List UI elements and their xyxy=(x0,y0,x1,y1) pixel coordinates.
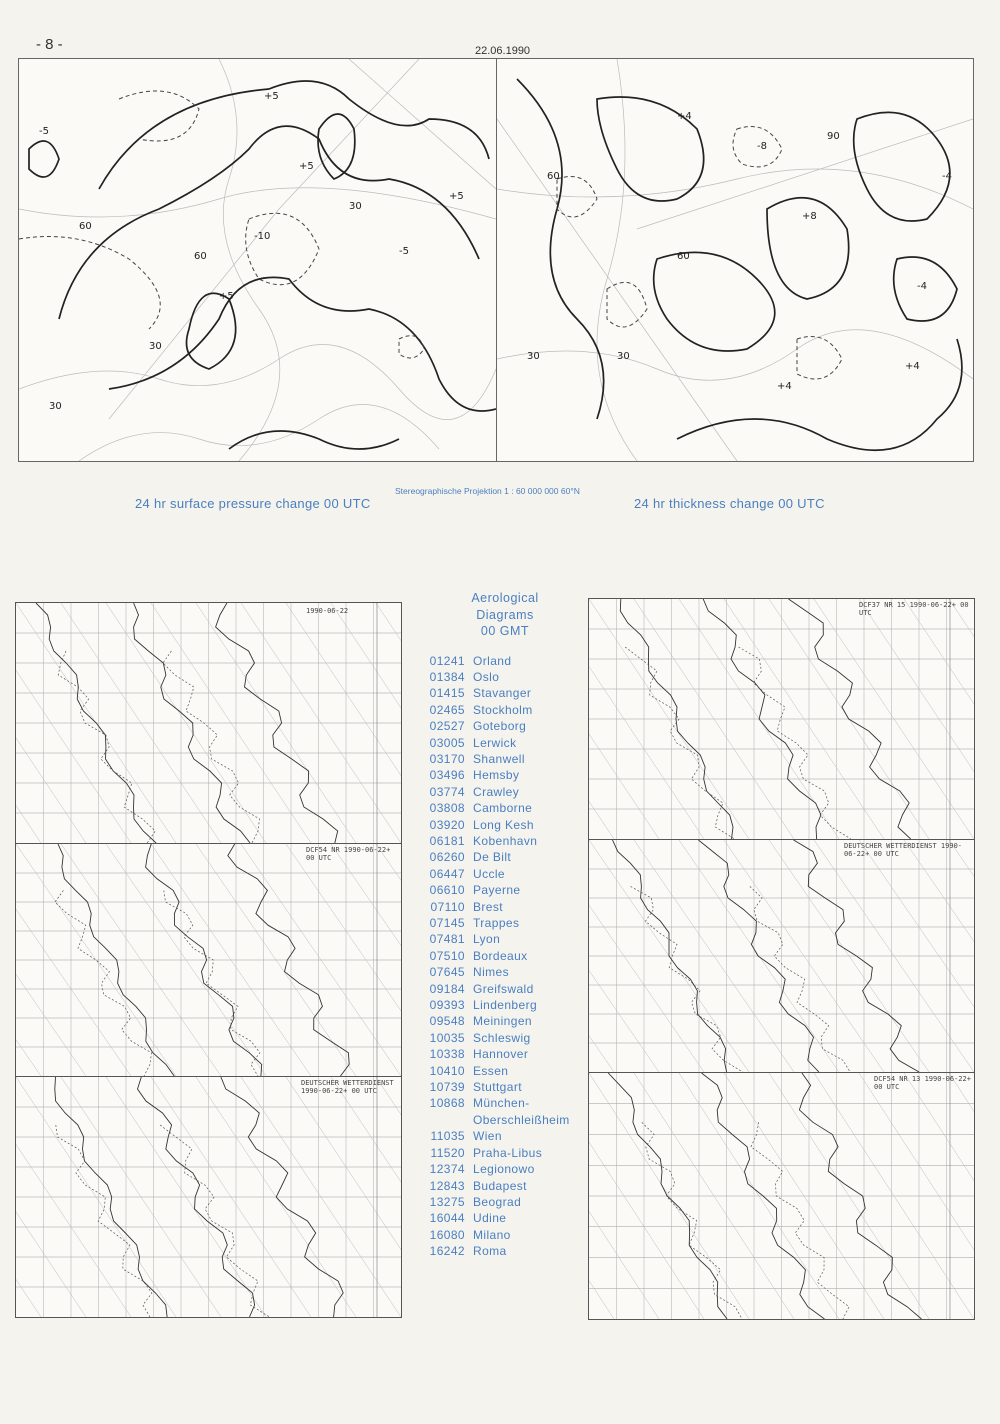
station-name: Hemsby xyxy=(473,768,520,783)
station-row xyxy=(420,882,590,898)
station-name: Beograd xyxy=(473,1194,522,1209)
svg-text:60: 60 xyxy=(677,251,690,262)
station-id: 13275 xyxy=(429,1194,465,1209)
station-id: 03808 xyxy=(429,801,465,816)
surface-pressure-change-map xyxy=(18,58,497,462)
left-map-caption: 24 hr surface pressure change 00 UTC xyxy=(135,496,371,511)
station-name: Budapest xyxy=(473,1178,527,1193)
station-id: 12374 xyxy=(429,1162,465,1177)
svg-text:-4: -4 xyxy=(942,171,952,182)
station-row xyxy=(420,718,590,734)
svg-text:30: 30 xyxy=(617,351,630,362)
station-row xyxy=(420,1178,590,1194)
station-id: 06260 xyxy=(429,850,465,865)
station-row xyxy=(420,1046,590,1062)
svg-text:30: 30 xyxy=(527,351,540,362)
station-name: Praha-Libus xyxy=(473,1145,543,1160)
diagram-header: DEUTSCHER WETTERDIENST 1990-06-22+ 00 UTC xyxy=(844,842,963,858)
skew-t-plot xyxy=(16,844,401,1076)
station-row xyxy=(420,653,590,669)
station-name: De Bilt xyxy=(473,850,512,865)
station-name: Shanwell xyxy=(473,751,525,766)
svg-text:30: 30 xyxy=(349,201,362,212)
station-name: Trappes xyxy=(473,916,520,930)
station-name: Lindenberg xyxy=(473,998,538,1013)
station-row xyxy=(420,1079,590,1095)
svg-text:+4: +4 xyxy=(905,361,920,372)
station-row xyxy=(420,1095,590,1111)
station-id: 11035 xyxy=(430,1129,465,1144)
aerological-legend xyxy=(420,590,590,1260)
station-row xyxy=(420,685,590,701)
page-number: - 8 - xyxy=(36,36,63,53)
station-row xyxy=(420,1030,590,1046)
station-name: Milano xyxy=(473,1227,511,1242)
skew-t-plot xyxy=(16,1077,401,1317)
station-id: 09548 xyxy=(429,1014,465,1029)
diagram-header: DCF37 NR 15 1990-06-22+ 00 UTC xyxy=(859,601,969,617)
station-name: Nimes xyxy=(473,965,510,980)
station-row xyxy=(420,931,590,947)
svg-text:+8: +8 xyxy=(802,211,817,222)
station-row xyxy=(420,669,590,685)
station-id: 01384 xyxy=(429,669,465,684)
station-name: Stockholm xyxy=(473,702,533,717)
right-map-caption: 24 hr thickness change 00 UTC xyxy=(634,496,825,511)
station-id: 12843 xyxy=(429,1178,465,1193)
station-row xyxy=(420,702,590,718)
svg-text:+4: +4 xyxy=(777,381,792,392)
svg-text:-5: -5 xyxy=(39,126,49,137)
projection-note: Stereographische Projektion 1 : 60 000 000 60°N xyxy=(395,486,580,496)
aerological-diagram-middle-right xyxy=(588,839,975,1073)
pressure-contour-figure xyxy=(19,59,496,461)
aerological-diagram-bottom-right xyxy=(588,1072,975,1320)
station-id: 16242 xyxy=(429,1244,465,1259)
station-row xyxy=(420,964,590,980)
thickness-change-map xyxy=(496,58,974,462)
station-row xyxy=(420,1161,590,1177)
svg-text:60: 60 xyxy=(79,221,92,232)
svg-text:60: 60 xyxy=(547,171,560,182)
station-row xyxy=(420,1243,590,1259)
station-name: München- xyxy=(473,1096,530,1111)
chart-date: 22.06.1990 xyxy=(475,45,531,57)
station-name: Wien xyxy=(473,1129,502,1144)
station-name: Schleswig xyxy=(473,1030,531,1045)
station-id: 09393 xyxy=(429,998,465,1013)
thickness-contour-figure xyxy=(497,59,973,461)
station-row xyxy=(420,981,590,997)
station-list xyxy=(420,653,590,1260)
station-name: Crawley xyxy=(473,784,520,799)
svg-text:-8: -8 xyxy=(757,141,767,152)
station-row xyxy=(420,997,590,1013)
station-id: 07645 xyxy=(429,965,465,980)
station-row xyxy=(420,1194,590,1210)
legend-title xyxy=(420,590,590,640)
skew-t-plot xyxy=(589,840,974,1072)
station-name: Udine xyxy=(473,1211,507,1226)
station-name: Stuttgart xyxy=(473,1080,522,1095)
station-row xyxy=(420,849,590,865)
station-name: Orland xyxy=(473,653,512,668)
svg-text:-10: -10 xyxy=(254,231,271,242)
station-name: Camborne xyxy=(473,801,533,816)
station-name: Stavanger xyxy=(473,686,532,701)
station-name: Uccle xyxy=(473,866,506,881)
station-id: 10410 xyxy=(429,1063,465,1078)
station-row xyxy=(420,1013,590,1029)
station-name: Brest xyxy=(473,899,504,914)
diagram-header: 1990-06-22 xyxy=(306,607,349,615)
svg-text:60: 60 xyxy=(194,251,207,262)
station-id: 07145 xyxy=(429,916,465,930)
aerological-diagram-middle-left xyxy=(15,843,402,1077)
station-id: 07510 xyxy=(429,948,465,963)
diagram-header: DCF54 NR 13 1990-06-22+ 00 UTC xyxy=(874,1075,971,1091)
aerological-diagram-bottom-left xyxy=(15,1076,402,1318)
station-row xyxy=(420,784,590,800)
svg-text:-4: -4 xyxy=(917,281,927,292)
svg-text:-5: -5 xyxy=(399,246,409,257)
svg-text:30: 30 xyxy=(149,341,162,352)
skew-t-plot xyxy=(589,1073,974,1319)
station-name: Roma xyxy=(473,1244,507,1259)
station-row xyxy=(420,1063,590,1079)
station-id: 03170 xyxy=(429,751,465,766)
svg-text:+5: +5 xyxy=(219,291,234,302)
station-id: 03496 xyxy=(429,768,465,783)
station-row xyxy=(420,1145,590,1161)
station-id: 02527 xyxy=(429,719,465,734)
station-row xyxy=(420,817,590,833)
station-id: 07110 xyxy=(430,899,465,914)
station-row xyxy=(420,866,590,882)
svg-text:+4: +4 xyxy=(677,111,692,122)
station-row xyxy=(420,1210,590,1226)
station-row xyxy=(420,1227,590,1243)
station-name: Essen xyxy=(473,1063,509,1078)
station-name: Bordeaux xyxy=(473,948,528,963)
aerological-diagram-top-right xyxy=(588,598,975,840)
station-name: Lyon xyxy=(473,932,501,947)
station-id: 06181 xyxy=(429,833,465,848)
station-id: 01241 xyxy=(429,653,465,668)
station-row xyxy=(420,1112,590,1128)
legend-title-line: Aerological xyxy=(471,591,539,605)
svg-text:+5: +5 xyxy=(264,91,279,102)
station-id: 03774 xyxy=(429,784,465,799)
skew-t-plot xyxy=(16,603,401,843)
station-row xyxy=(420,1128,590,1144)
station-id: 06610 xyxy=(429,883,465,898)
diagram-header: DEUTSCHER WETTERDIENST 1990-06-22+ 00 UTC xyxy=(301,1079,394,1095)
station-id: 10868 xyxy=(429,1096,465,1111)
station-id: 10739 xyxy=(429,1080,465,1095)
station-row xyxy=(420,899,590,915)
legend-title-line: Diagrams xyxy=(476,607,534,622)
diagram-header: DCF54 NR 1990-06-22+ 00 UTC xyxy=(306,846,391,862)
station-name: Hannover xyxy=(473,1047,529,1062)
station-id: 07481 xyxy=(429,932,465,947)
station-id: 11520 xyxy=(430,1145,465,1160)
station-id: 10035 xyxy=(429,1030,465,1045)
station-name: Oslo xyxy=(473,669,500,684)
station-id: 03005 xyxy=(429,735,465,750)
station-name: Oberschleißheim xyxy=(473,1112,570,1127)
station-row xyxy=(420,833,590,849)
svg-text:+5: +5 xyxy=(299,161,314,172)
station-id: 01415 xyxy=(429,686,465,701)
legend-title-line: 00 GMT xyxy=(480,624,530,638)
station-id: 02465 xyxy=(429,702,465,717)
station-id: 06447 xyxy=(429,866,465,881)
station-name: Meiningen xyxy=(473,1014,532,1029)
station-id: 10338 xyxy=(429,1047,465,1062)
station-name: Goteborg xyxy=(473,719,527,734)
station-row xyxy=(420,751,590,767)
aerological-diagram-top-left xyxy=(15,602,402,844)
station-row xyxy=(420,800,590,816)
station-id: 16080 xyxy=(429,1227,465,1242)
station-row xyxy=(420,915,590,931)
svg-text:90: 90 xyxy=(827,131,840,142)
skew-t-plot xyxy=(589,599,974,839)
svg-text:30: 30 xyxy=(49,401,62,412)
station-row xyxy=(420,735,590,751)
station-name: Kobenhavn xyxy=(473,833,538,848)
station-id: 03920 xyxy=(429,817,465,832)
station-id: 16044 xyxy=(429,1211,465,1226)
station-row xyxy=(420,767,590,783)
station-name: Payerne xyxy=(473,883,521,898)
svg-text:+5: +5 xyxy=(449,191,464,202)
station-name: Greifswald xyxy=(473,981,534,996)
station-name: Long Kesh xyxy=(473,817,534,832)
station-name: Lerwick xyxy=(473,735,517,750)
station-id: 09184 xyxy=(429,981,465,996)
station-row xyxy=(420,948,590,964)
station-name: Legionowo xyxy=(473,1162,535,1177)
